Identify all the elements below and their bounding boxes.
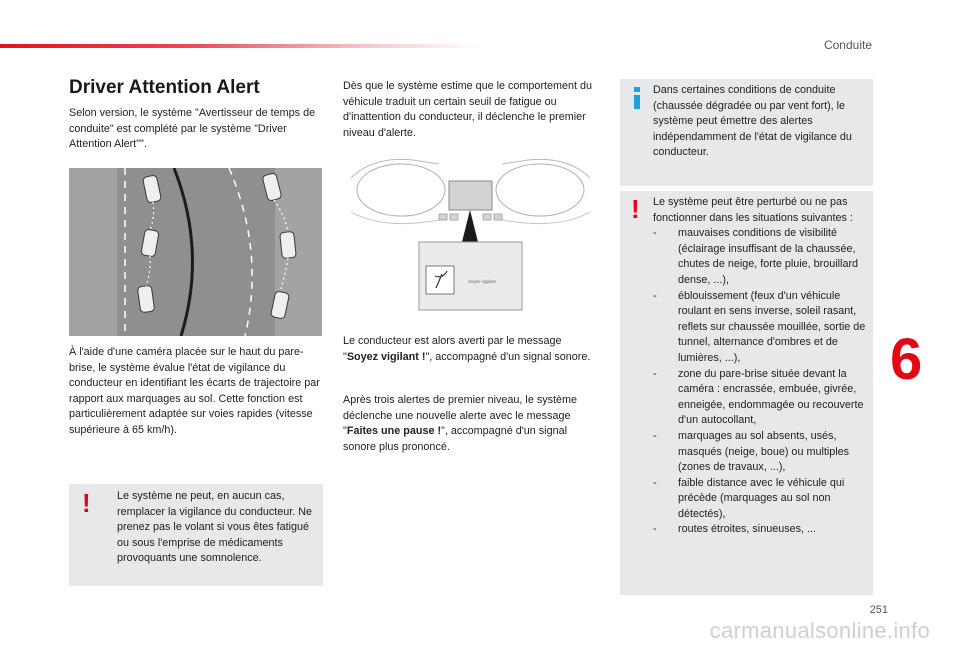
second-message-paragraph: Après trois alertes de premier niveau, le système déclenche une nouvelle alerte avec le message "Faites une pause !", accompagné d'un signal sonore plus prononcé.	[343, 394, 578, 453]
info-conditions-text: Dans certaines conditions de conduite (chaussée dégradée ou par vent fort), le système peut émettre des alertes indépendamment de l'état de vigilance du conducteur.	[653, 84, 852, 159]
disturbance-list	[653, 226, 868, 538]
dashboard-alert-illustration	[343, 150, 598, 318]
list-item: - zone du pare-brise située devant la caméra : encrassée, embuée, givrée, enneigée, endommagée ou recouverte d'un autocollant,	[653, 367, 864, 427]
warning-disturbance-intro: Le système peut être perturbé ou ne pas fonctionner dans les situations suivantes :	[653, 196, 853, 224]
warning-icon: !	[82, 488, 91, 518]
camera-paragraph: À l'aide d'une caméra placée sur le haut du pare-brise, le système évalue l'état de vigilance du conducteur en identifiant les écarts de trajectoire par rapport aux marquages au sol. Cette fonction est particulièrement adaptée sur voies rapides (vitesse supérieure à 65 km/h).	[69, 346, 320, 436]
section-label: Conduite	[823, 38, 872, 52]
first-alert-paragraph: Dès que le système estime que le comportement du véhicule traduit un certain seuil de fatigue ou d'inattention du conducteur, il déclenche le premier niveau d'alerte.	[343, 80, 593, 139]
info-box-conditions	[620, 79, 873, 186]
dashboard-message-text: Soyez vigilant	[468, 279, 496, 284]
warning-box-vigilance	[69, 484, 323, 586]
dashboard-svg	[343, 150, 598, 318]
first-message-paragraph: Le conducteur est alors averti par le message "Soyez vigilant !", accompagné d'un signal sonore.	[343, 335, 591, 363]
road-trajectory-svg	[69, 168, 322, 336]
list-item: - routes étroites, sinueuses, ...	[653, 523, 817, 536]
warning-icon: !	[631, 194, 640, 224]
info-icon	[630, 87, 644, 114]
list-item: - marquages au sol absents, usés, masqués (neige, boue) ou multiples (zones de travaux, ...),	[653, 429, 850, 474]
message-soyez-vigilant: Soyez vigilant !	[346, 350, 426, 363]
list-item: - faible distance avec le véhicule qui précède (marquages au sol non détectés),	[653, 476, 845, 520]
page-title: Driver Attention Alert	[69, 77, 260, 98]
page-number: 251	[869, 604, 888, 616]
watermark: carmanualsonline.info	[709, 618, 930, 643]
list-item: - éblouissement (feux d'un véhicule roulant en sens inverse, soleil rasant, reflets sur chaussée mouillée, sortie de tunnel, alternance d'ombres et de lumières, ...),	[653, 289, 866, 364]
warning-vigilance-text: Le système ne peut, en aucun cas, remplacer la vigilance du conducteur. Ne prenez pas le volant si vous êtes fatigué ou sous l'emprise de médicaments provoquants une somnolence.	[117, 490, 313, 565]
list-item: - mauvaises conditions de visibilité (éclairage insuffisant de la chaussée, chutes de neige, forte pluie, brouillard dense, ...),	[653, 227, 859, 286]
chapter-number: 6	[890, 327, 923, 392]
road-trajectory-illustration	[69, 168, 322, 336]
warning-box-disturbance	[620, 191, 873, 595]
intro-paragraph: Selon version, le système "Avertisseur de temps de conduite" est complété par le système "Driver Attention Alert"".	[69, 107, 316, 151]
message-faites-une-pause: Faites une pause !	[346, 425, 442, 438]
header-accent-bar	[0, 44, 480, 48]
